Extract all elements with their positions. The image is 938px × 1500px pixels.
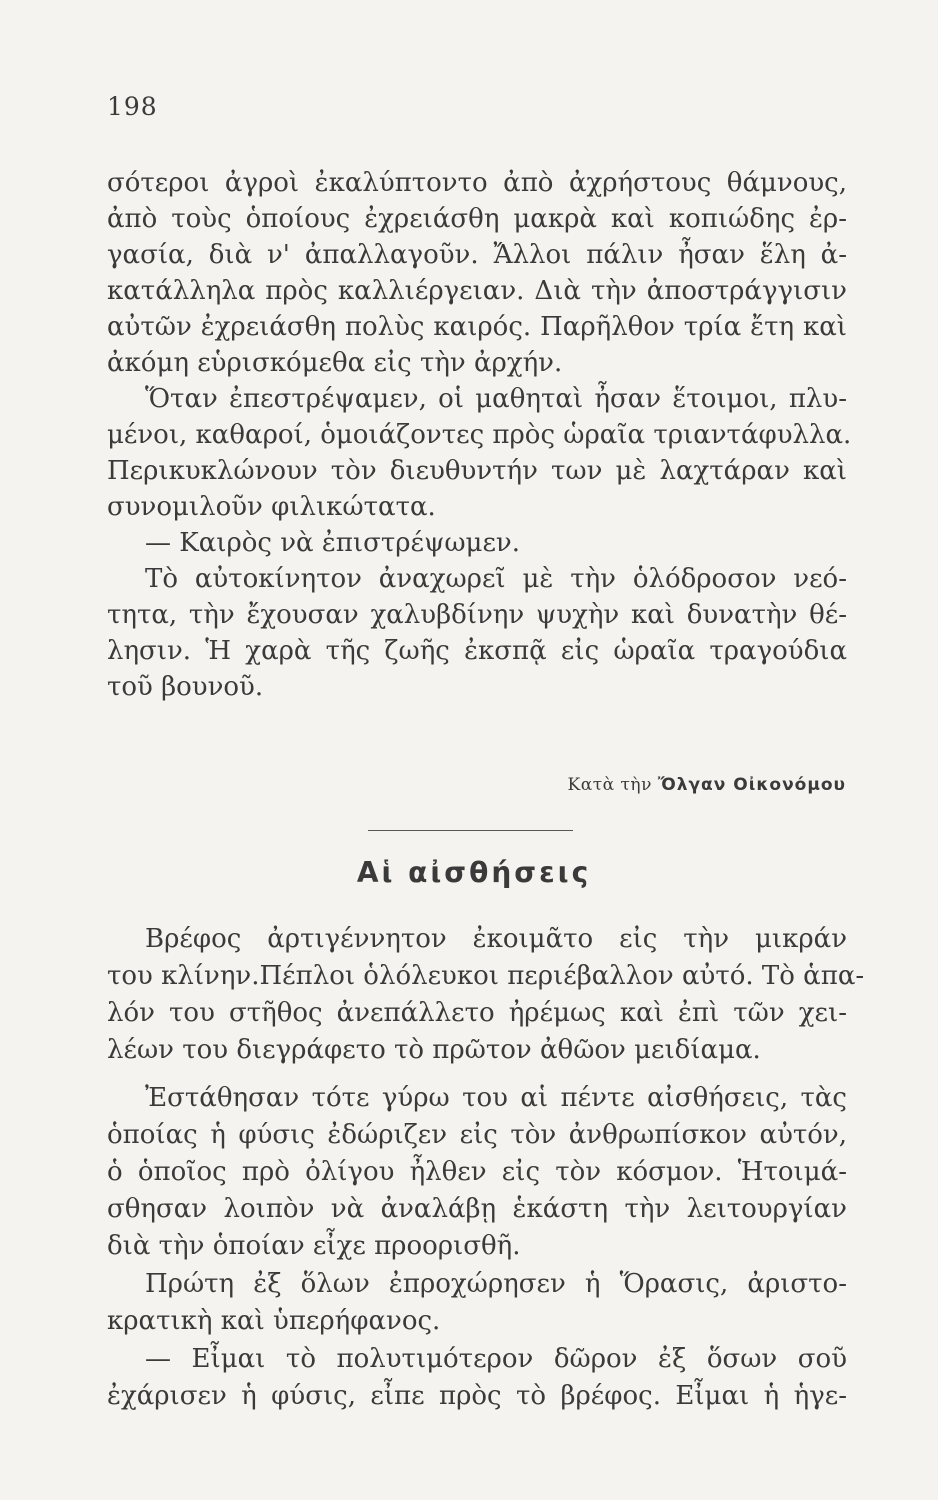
text-line: ὁποίας ἡ φύσις ἐδώριζεν εἰς τὸν ἀνθρωπίσκον αὐτόν,	[107, 1120, 847, 1150]
text-line: ἀκόμη εὑρισκόμεθα εἰς τὴν ἀρχήν.	[107, 348, 563, 378]
text-line: κρατικὴ καὶ ὑπερήφανος.	[107, 1306, 441, 1336]
text-line: Βρέφος ἀρτιγέννητον ἐκοιμᾶτο εἰς τὴν μικράν	[145, 924, 847, 954]
text-line: Τὸ αὐτοκίνητον ἀναχωρεῖ μὲ τὴν ὁλόδροσον νεό-	[145, 564, 847, 594]
text-line: αὐτῶν ἐχρειάσθη πολὺς καιρός. Παρῆλθον τρία ἔτη καὶ	[107, 312, 847, 342]
text-line: κατάλληλα πρὸς καλλιέργειαν. Διὰ τὴν ἀποστράγγισιν	[107, 276, 847, 306]
text-line: λόν του στῆθος ἀνεπάλλετο ἠρέμως καὶ ἐπὶ τῶν χει-	[107, 998, 847, 1028]
attribution	[568, 775, 846, 795]
section-divider	[368, 830, 573, 831]
text-line: ἐχάρισεν ἡ φύσις, εἶπε πρὸς τὸ βρέφος. Εἶμαι ἡ ἡγε-	[107, 1381, 847, 1411]
text-line: Πρώτη ἐξ ὅλων ἐπροχώρησεν ἡ Ὅρασις, ἀριστο-	[145, 1269, 847, 1299]
text-line: σθησαν λοιπὸν νὰ ἀναλάβῃ ἑκάστη τὴν λειτουργίαν	[107, 1194, 847, 1224]
page-number: 198	[107, 92, 158, 121]
text-line: Ὅταν ἐπεστρέψαμεν, οἱ μαθηταὶ ἦσαν ἕτοιμοι, πλυ-	[145, 384, 847, 414]
text-line: συνομιλοῦν φιλικώτατα.	[107, 492, 436, 522]
text-line: λησιν. Ἡ χαρὰ τῆς ζωῆς ἐκσπᾷ εἰς ὡραῖα τραγούδια	[107, 636, 847, 666]
dialogue-line: — Καιρὸς νὰ ἐπιστρέψωμεν.	[145, 528, 520, 558]
text-line: ἀπὸ τοὺς ὁποίους ἐχρειάσθη μακρὰ καὶ κοπιώδης ἐρ-	[107, 204, 847, 234]
text-line: Ἐστάθησαν τότε γύρω του αἱ πέντε αἰσθήσεις, τὰς	[145, 1083, 847, 1113]
text-line: σότεροι ἀγροὶ ἐκαλύπτοντο ἀπὸ ἀχρήστους θάμνους,	[107, 168, 847, 198]
text-line: λέων του διεγράφετο τὸ πρῶτον ἀθῶον μειδίαμα.	[107, 1035, 761, 1065]
text-line: τοῦ βουνοῦ.	[107, 672, 264, 702]
text-line: μένοι, καθαροί, ὁμοιάζοντες πρὸς ὡραῖα τριαντάφυλλα.	[107, 420, 852, 450]
text-line: γασία, διὰ ν' ἀπαλλαγοῦν. Ἄλλοι πάλιν ἦσαν ἕλη ἀ-	[107, 240, 847, 270]
attribution-prefix: Κατὰ τὴν	[567, 775, 652, 795]
dialogue-line: — Εἶμαι τὸ πολυτιμότερον δῶρον ἐξ ὅσων σοῦ	[145, 1344, 847, 1374]
text-line: διὰ τὴν ὁποίαν εἶχε προορισθῆ.	[107, 1231, 521, 1261]
text-line: ὁ ὁποῖος πρὸ ὀλίγου ἦλθεν εἰς τὸν κόσμον. Ἡτοιμά-	[107, 1157, 847, 1187]
attribution-author: Ὄλγαν Οἰκονόμου	[657, 775, 846, 795]
text-line: του κλίνην.Πέπλοι ὁλόλευκοι περιέβαλλον αὐτό. Τὸ ἁπα-	[107, 961, 865, 991]
text-line: Περικυκλώνουν τὸν διευθυντήν των μὲ λαχτάραν καὶ	[107, 456, 847, 486]
section-title: Αἱ αἰσθήσεις	[356, 856, 592, 889]
text-line: τητα, τὴν ἔχουσαν χαλυβδίνην ψυχὴν καὶ δυνατὴν θέ-	[107, 600, 847, 630]
